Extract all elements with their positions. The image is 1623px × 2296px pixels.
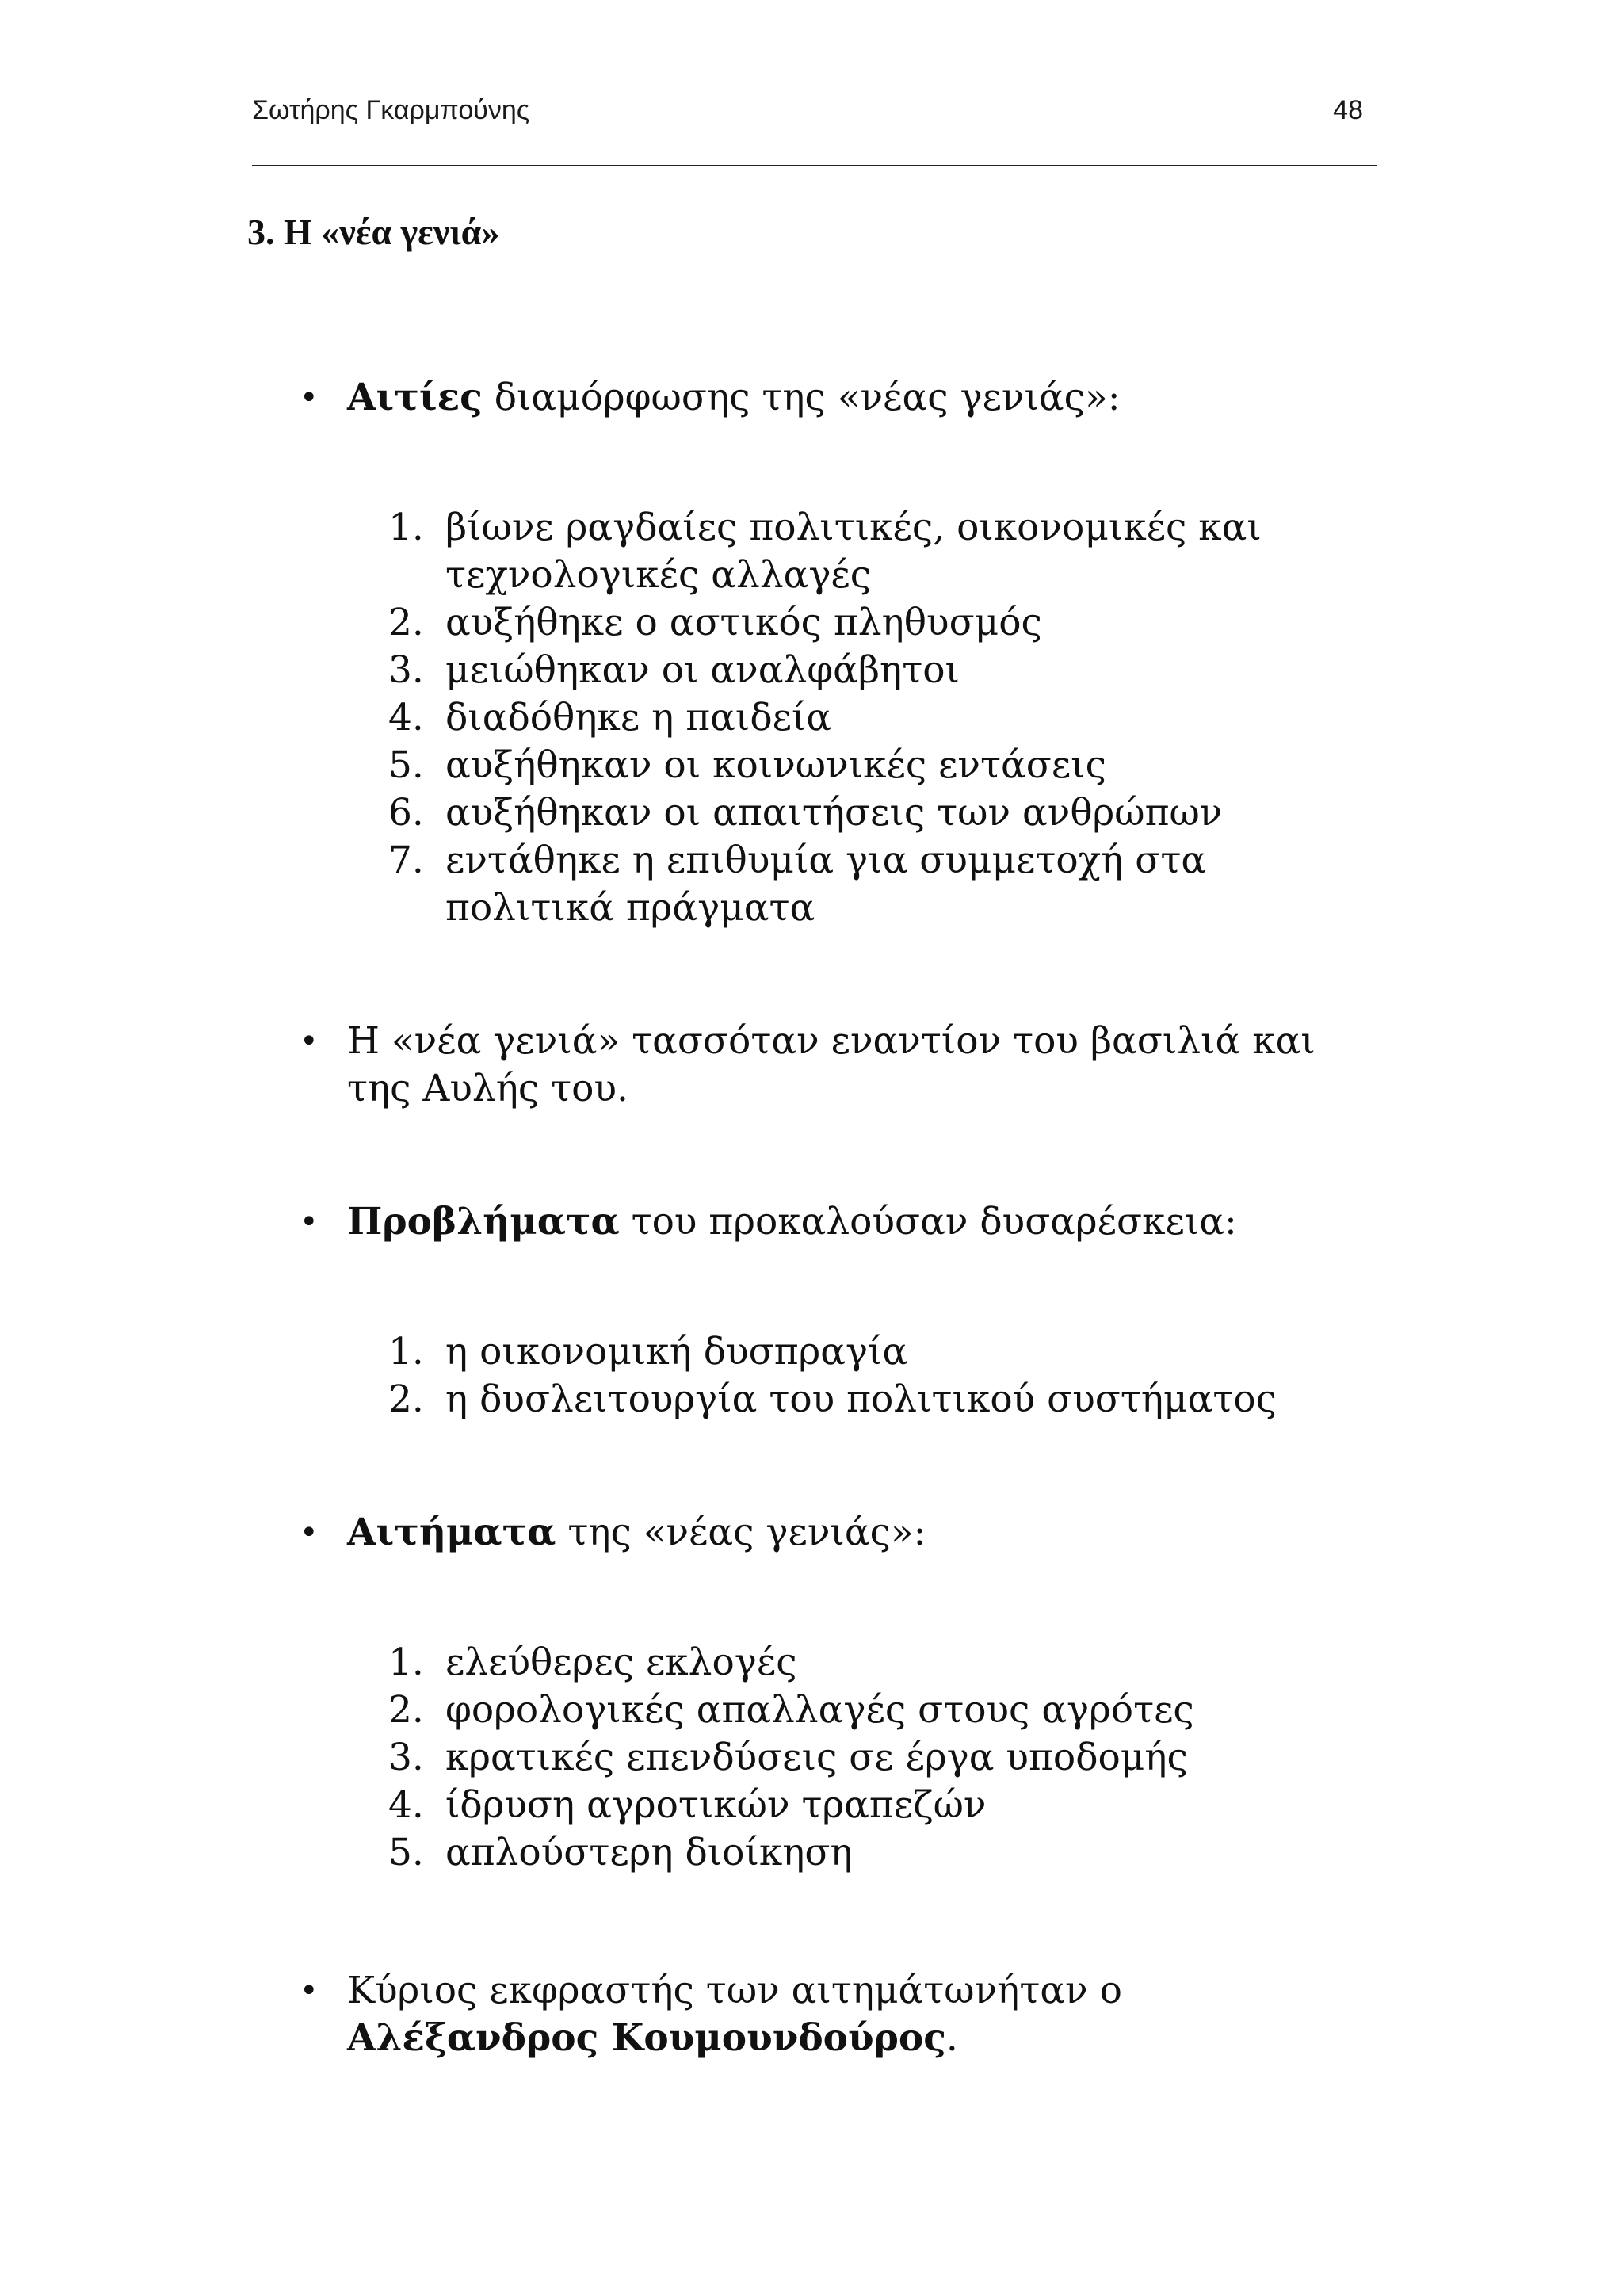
bullet-text [347,1198,1377,1246]
list-text: απλούστερη διοίκηση [445,1831,853,1874]
list-text: φορολογικές απαλλαγές στους αγρότες [445,1688,1194,1732]
bullet-marker: • [300,380,319,416]
list-number: 1. [388,1641,424,1684]
list-number: 2. [388,1688,424,1732]
list-number: 6. [388,791,424,835]
bullet-text: Η «νέα γενιά» τασσόταν εναντίον του βασιλιά και της Αυλής του. [347,1019,1316,1110]
header-author: Σωτήρης Γκαρμπούνης [252,95,530,125]
list-text: αυξήθηκαν οι κοινωνικές εντάσεις [445,743,1106,787]
bullet-text [347,1967,1377,2062]
list-item [388,837,1379,932]
bullet-marker: • [300,1515,319,1551]
list-item [388,789,1379,837]
bullet-text [347,374,1377,422]
list-item [388,694,1379,742]
list-text: διαδόθηκε η παιδεία [445,696,832,739]
list-item [388,742,1379,789]
bullet-marker: • [300,1973,319,2009]
list-text: αυξήθηκε ο αστικός πληθυσμός [445,601,1042,644]
bullet-rest: διαμόρφωσης της «νέας γενιάς»: [482,376,1121,419]
list-number: 4. [388,1783,424,1827]
bullet-pre: Κύριος εκφραστής των αιτημάτωνήταν ο [347,1969,1122,2012]
list-text: η οικονομική δυσπραγία [445,1330,908,1373]
list-text: η δυσλειτουργία του πολιτικού συστήματος [445,1377,1277,1421]
bullet-post: . [945,2016,958,2060]
list-number: 2. [388,1377,424,1421]
list-text: ελεύθερες εκλογές [445,1641,797,1684]
list-item [388,1639,1379,1687]
demands-list [388,1639,1379,1877]
list-item [388,1376,1379,1423]
list-text: κρατικές επενδύσεις σε έργα υποδομής [445,1736,1188,1779]
list-text: βίωνε ραγδαίες πολιτικές, οικονομικές και τεχνολογικές αλλαγές [445,506,1262,597]
list-item [388,1687,1379,1734]
bullet-bold: Προβλήματα [347,1200,620,1244]
list-number: 5. [388,743,424,787]
header-page-number: 48 [1333,95,1363,125]
list-number: 7. [388,839,424,882]
list-number: 1. [388,506,424,549]
bullet-bold: Αιτίες [347,376,483,419]
list-number: 1. [388,1330,424,1373]
list-item [388,599,1379,647]
bullet-rest: της «νέας γενιάς»: [556,1511,926,1554]
problems-list [388,1328,1379,1423]
bullet-marker: • [300,1023,319,1060]
page-header [252,95,1363,135]
list-item [388,1829,1379,1877]
bullet-text [347,1509,1377,1557]
list-item [388,647,1379,694]
list-text: μειώθηκαν οι αναλφάβητοι [445,648,960,692]
list-item [388,1782,1379,1829]
list-number: 3. [388,1736,424,1779]
list-text: αυξήθηκαν οι απαιτήσεις των ανθρώπων [445,791,1223,835]
bullet-bold: Αιτήματα [347,1511,556,1554]
section-title: 3. Η «νέα γενιά» [247,212,500,252]
list-text: εντάθηκε η επιθυμία για συμμετοχή στα πολιτικά πράγματα [445,839,1207,930]
list-text: ίδρυση αγροτικών τραπεζών [445,1783,987,1827]
causes-list [388,504,1379,932]
list-item [388,1734,1379,1782]
header-rule [252,165,1377,166]
bullet-rest: του προκαλούσαν δυσαρέσκεια: [619,1200,1237,1244]
list-number: 3. [388,648,424,692]
list-item [388,504,1379,599]
list-item [388,1328,1379,1376]
list-number: 2. [388,601,424,644]
list-number: 4. [388,696,424,739]
bullet-marker: • [300,1204,319,1240]
bullet-bold: Αλέξανδρος Κουμουνδούρος [347,2016,946,2060]
list-number: 5. [388,1831,424,1874]
